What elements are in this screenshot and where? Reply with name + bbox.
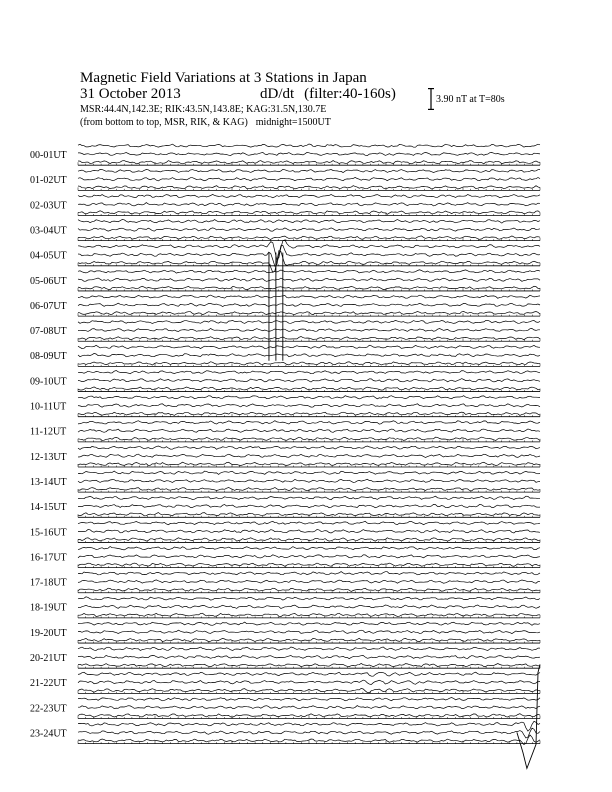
trace-rik bbox=[78, 328, 540, 331]
hour-label: 20-21UT bbox=[30, 653, 67, 664]
trace-rik bbox=[78, 228, 540, 231]
hour-label: 07-08UT bbox=[30, 326, 67, 338]
component-label: dD/dt bbox=[260, 86, 295, 102]
hour-label: 08-09UT bbox=[30, 351, 67, 363]
hour-label: 04-05UT bbox=[30, 250, 67, 262]
trace-rik bbox=[78, 278, 540, 281]
trace-rik bbox=[78, 303, 540, 306]
trace-kag bbox=[78, 345, 540, 348]
trace-kag bbox=[78, 572, 540, 575]
trace-kag bbox=[78, 169, 540, 172]
hour-label: 06-07UT bbox=[30, 300, 67, 312]
trace-kag bbox=[78, 547, 540, 550]
trace-kag bbox=[78, 721, 540, 731]
midnight-note: midnight=1500UT bbox=[255, 117, 331, 128]
hour-label: 12-13UT bbox=[30, 451, 67, 463]
hour-label: 23-24UT bbox=[30, 728, 67, 740]
trace-rik bbox=[78, 605, 540, 609]
hour-label: 14-15UT bbox=[30, 502, 67, 514]
hour-label: 10-11UT bbox=[30, 401, 67, 413]
trace-kag bbox=[78, 371, 540, 374]
trace-kag bbox=[78, 496, 540, 500]
excursion-trace bbox=[517, 664, 540, 768]
trace-kag bbox=[78, 320, 540, 323]
trace-rik bbox=[78, 504, 540, 507]
hour-label: 09-10UT bbox=[30, 376, 67, 388]
trace-kag bbox=[78, 647, 540, 651]
trace-rik bbox=[78, 152, 540, 155]
hour-label: 18-19UT bbox=[30, 602, 67, 614]
hour-label: 00-01UT bbox=[30, 150, 67, 161]
station-coordinates: MSR:44.4N,142.3E; RIK:43.5N,143.8E; KAG:31.5N,130.7E bbox=[80, 104, 327, 115]
trace-rik bbox=[78, 203, 540, 206]
trace-rik bbox=[78, 177, 540, 181]
trace-rik bbox=[78, 680, 540, 684]
hour-label: 03-04UT bbox=[30, 225, 67, 237]
scale-label: 3.90 nT at T=80s bbox=[436, 94, 505, 105]
hour-label: 15-16UT bbox=[30, 527, 67, 539]
trace-kag bbox=[78, 471, 540, 474]
trace-rik bbox=[78, 429, 540, 432]
trace-kag bbox=[78, 421, 540, 424]
trace-rik bbox=[78, 404, 540, 407]
trace-rik bbox=[78, 728, 540, 738]
trace-rik bbox=[78, 555, 540, 558]
hour-label: 21-22UT bbox=[30, 678, 67, 690]
trace-kag bbox=[78, 672, 540, 676]
hour-label: 17-18UT bbox=[30, 577, 67, 589]
trace-kag bbox=[78, 220, 540, 224]
trace-rik bbox=[78, 353, 540, 356]
trace-rik bbox=[78, 580, 540, 583]
date-label: 31 October 2013 bbox=[80, 86, 181, 102]
trace-kag bbox=[78, 295, 540, 298]
trace-kag bbox=[78, 597, 540, 600]
hour-label: 13-14UT bbox=[30, 476, 67, 488]
hour-label: 05-06UT bbox=[30, 275, 67, 287]
trace-rik bbox=[78, 379, 540, 382]
trace-rik bbox=[78, 655, 540, 658]
trace-rik bbox=[78, 530, 540, 534]
trace-rik bbox=[78, 706, 540, 709]
hour-label: 19-20UT bbox=[30, 627, 67, 639]
hour-label: 11-12UT bbox=[30, 426, 67, 438]
filter-label: (filter:40-160s) bbox=[304, 86, 396, 102]
station-order-note: (from bottom to top, MSR, RIK, & KAG) bbox=[80, 117, 248, 128]
hour-label: 01-02UT bbox=[30, 175, 67, 187]
trace-rik bbox=[78, 454, 540, 457]
trace-kag bbox=[78, 144, 540, 147]
trace-kag bbox=[78, 240, 540, 260]
trace-rik bbox=[78, 630, 540, 633]
trace-kag bbox=[78, 270, 540, 273]
trace-kag bbox=[78, 698, 540, 701]
hour-label: 16-17UT bbox=[30, 552, 67, 564]
hour-label: 22-23UT bbox=[30, 703, 67, 715]
trace-rik bbox=[78, 479, 540, 482]
trace-kag bbox=[78, 521, 540, 524]
chart-title: Magnetic Field Variations at 3 Stations in Japan bbox=[80, 70, 367, 86]
trace-kag bbox=[78, 622, 540, 625]
trace-kag bbox=[78, 446, 540, 449]
hour-label: 02-03UT bbox=[30, 200, 67, 212]
trace-kag bbox=[78, 396, 540, 399]
trace-kag bbox=[78, 194, 540, 197]
